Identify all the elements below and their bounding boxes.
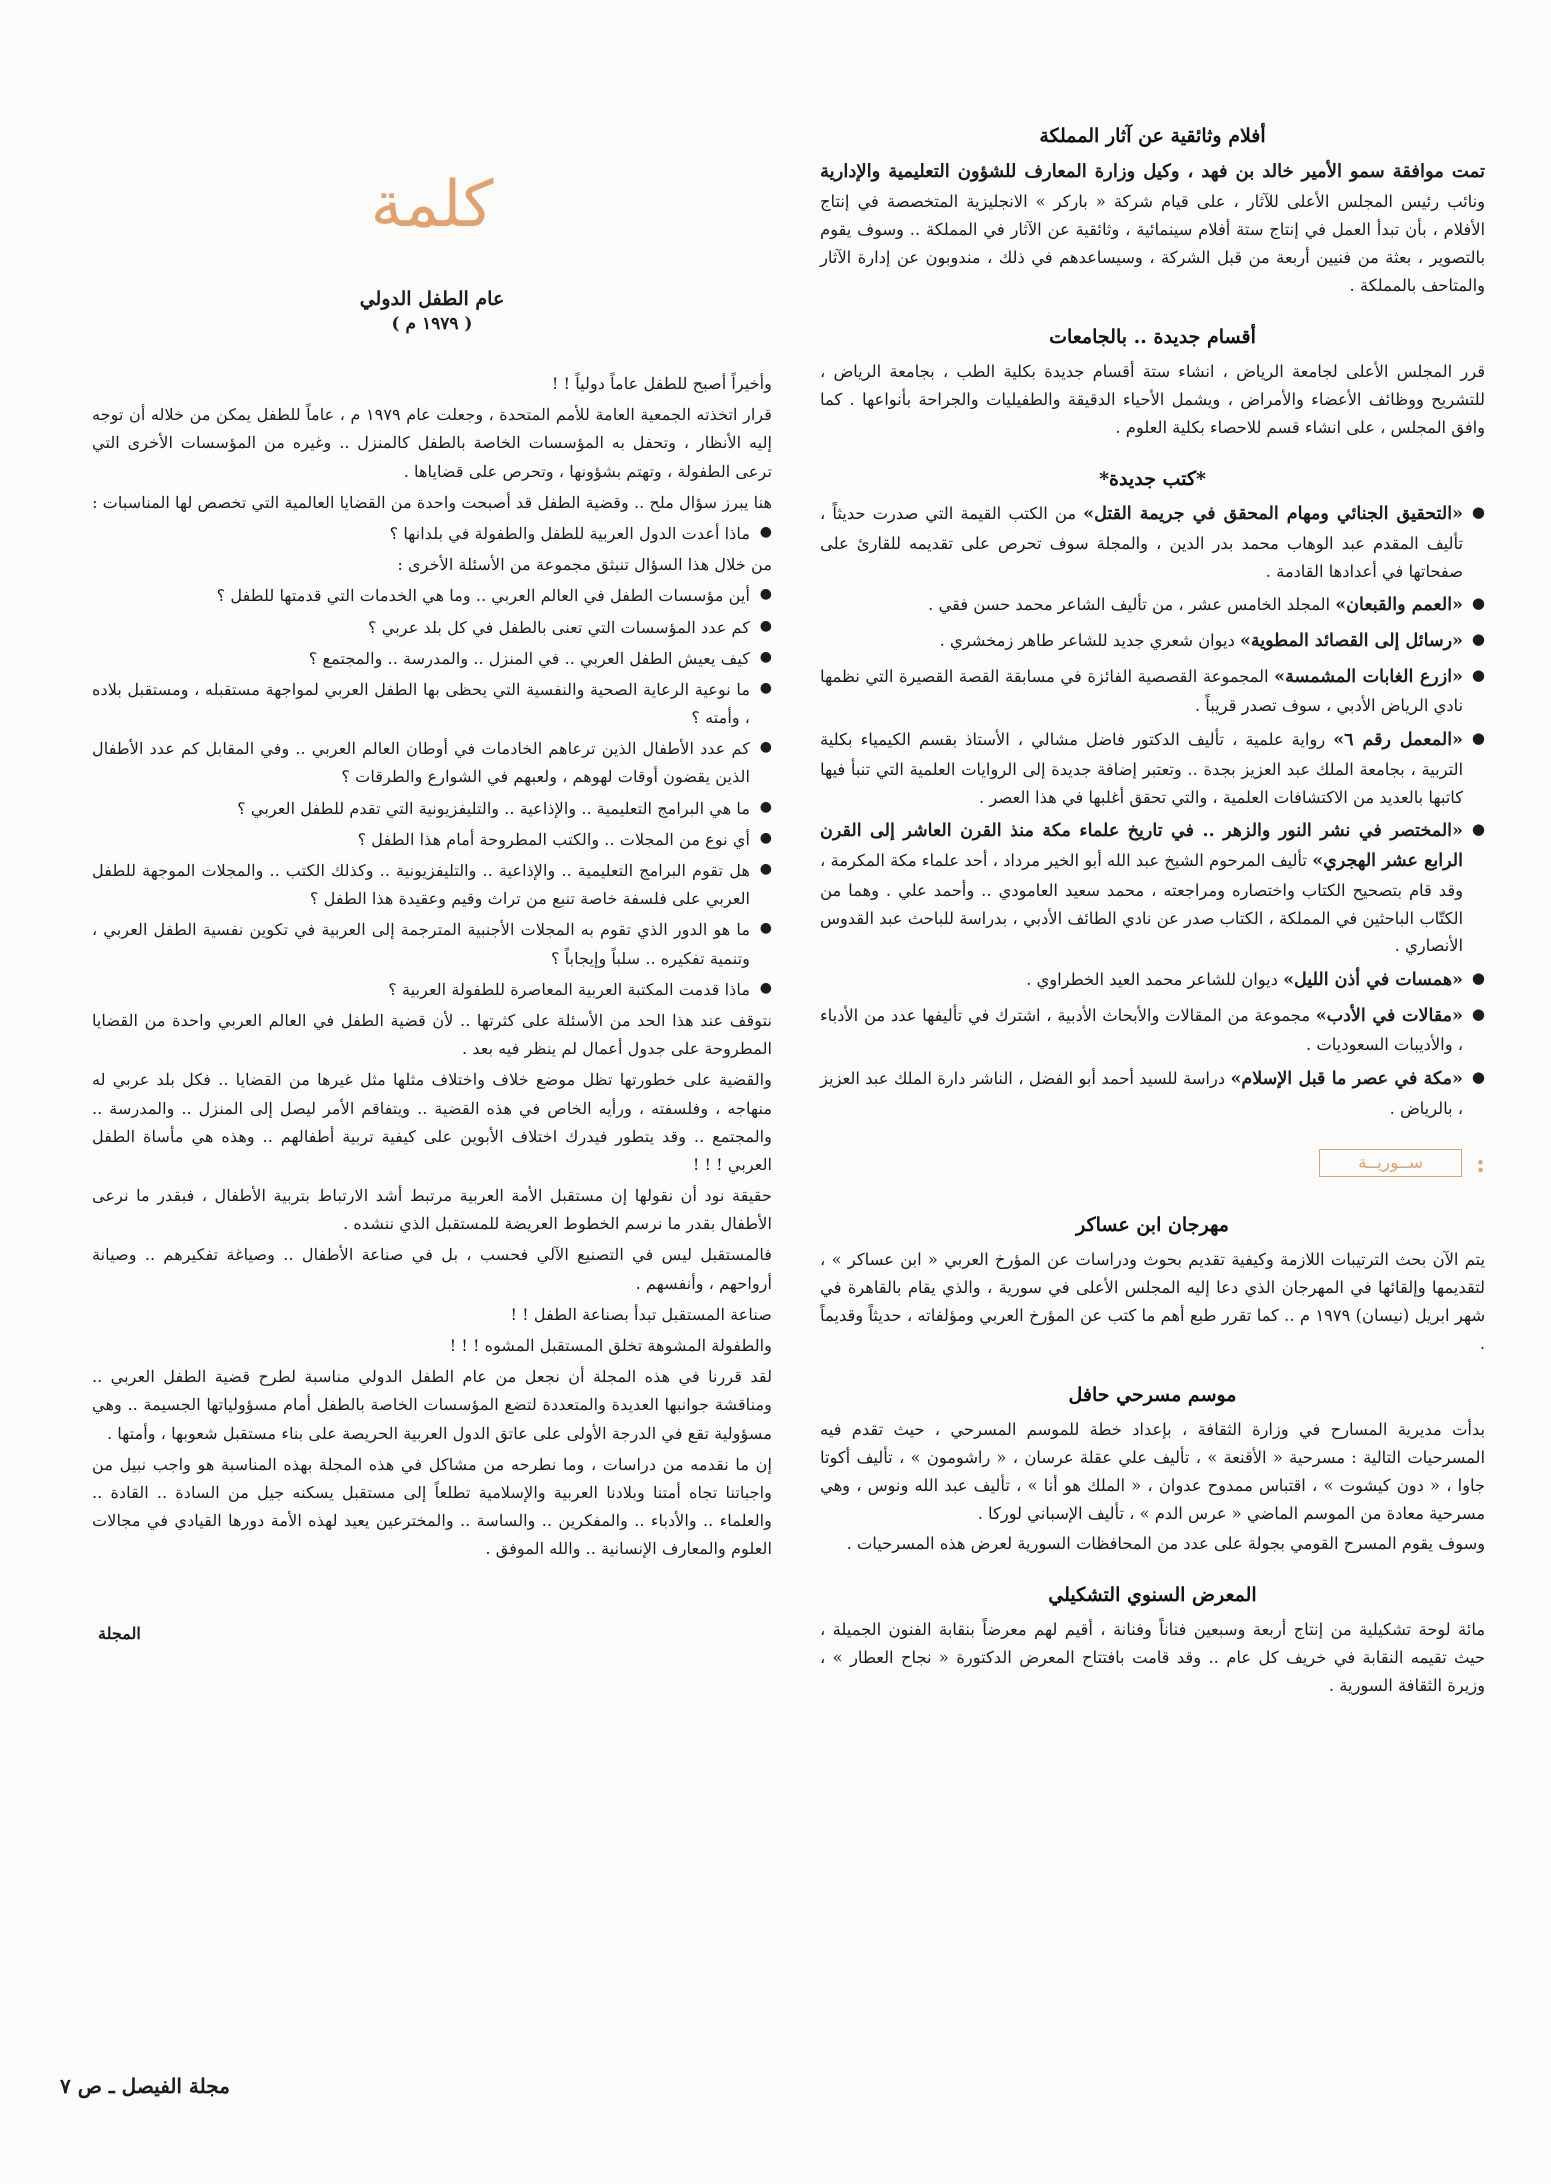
section-body-2: وسوف يقوم المسرح القومي بجولة على عدد من المحافظات السورية لعرض هذه المسرحيات . [846,1533,1485,1553]
question-item: ● كيف يعيش الطفل العربي .. في المنزل .. والمدرسة .. والمجتمع ؟ [92,645,772,673]
question-item: ● أي نوع من المجلات .. والكتب المطروحة أمام هذا الطفل ؟ [92,826,772,854]
section-title: أفلام وثائقية عن آثار المملكة [1039,125,1266,147]
book-item [820,1065,1485,1122]
question-item: ● ما هي البرامج التعليمية .. والإذاعية .. والتليفزيونية التي تقدم للطفل العربي ؟ [92,795,772,823]
book-item [820,1002,1485,1059]
paragraph: والطفولة المشوهة تخلق المستقبل المشوه ! ! ! [449,1336,772,1355]
paragraph: صناعة المستقبل تبدأ بصناعة الطفل ! ! [510,1304,772,1324]
syria-label: ســوريــة [1319,1149,1462,1177]
section-body [820,157,1485,300]
book-desc: المجموعة القصصية الفائزة في مسابقة القصة القصيرة التي نظمها نادي الرياض الأدبي ، سوف تصدر قريباً . [820,666,1463,716]
book-item [820,726,1485,811]
section-text: ونائب رئيس المجلس الأعلى للآثار ، على قيام شركة « باركر » الانجليزية المتخصصة في إنتاج الأفلام ، بأن تبدأ العمل في إنتاج ستة أفلام سينمائية ، وثائقية عن الآثار في المملكة .. وسوف يقوم بالتصوير ، بعثة من فنيين أربعة من قبل الشركة ، وسيساعدهم في ذلك ، مندوبون عن إدارة الآثار والمتاحف بالمملكة . [820,191,1485,295]
paragraph: لقد قررنا في هذه المجلة أن نجعل من عام الطفل الدولي مناسبة لطرح قضية الطفل العربي .. ومناقشة جوانبها العديدة والمتعددة لتضع المؤسسات الخاصة بالطفل أمام مسؤولياتها الجسيمة .. وهي مسؤولية تقع في الدرجة الأولى على عاتق الدول العربية الحريصة على بناء مستقبل شعوبها ، وأمتها . [92,1367,772,1443]
book-name: «المعمل رقم ٦» [1333,730,1463,751]
section-body: بدأت مديرية المسارح في وزارة الثقافة ، بإعداد خطة للموسم المسرحي ، حيث تقدم فيه المسرحيات التالية : مسرحية « الأقنعة » ، تأليف علي عقلة عرسان ، « راشومون » ، تأليف أكوتا جاوا ، « دون كيشوت » ، اقتباس ممدوح عدوان ، « الملك هو أنا » ، تأليف عبد الله ونوس ، وهي مسرحية معادة من الموسم الماضي « عرس الدم » ، تأليف الإسباني لوركا . [820,1419,1485,1523]
section-body: مائة لوحة تشكيلية من إنتاج أربعة وسبعين فناناً وفنانة ، أقيم لهم معرضاً بنقابة الفنون الجميلة ، حيث تقيمه النقابة في خريف كل عام .. وقد قامت بافتتاح المعرض الدكتورة « نجاح العطار » ، وزيرة الثقافة السورية . [820,1619,1485,1695]
section-title: *كتب جديدة* [1099,468,1206,491]
section-documentary-films [820,125,1485,300]
section-title: المعرض السنوي التشكيلي [1048,1583,1257,1606]
section-body: قرر المجلس الأعلى لجامعة الرياض ، انشاء ستة أقسام جديدة بكلية الطب ، بجامعة الرياض ، للتشريح ووظائف الأعضاء والأمراض ، ويشمل الأحياء الدقيقة والطفيليات والجراحة بأنواعها . كما وافق المجلس ، على انشاء قسم للاحصاء بكلية العلوم . [820,362,1485,438]
book-name: «مكة في عصر ما قبل الإسلام» [1230,1069,1463,1090]
section-annual-exhibition [820,1584,1485,1700]
book-name: «العمم والقبعان» [1335,595,1463,616]
book-item [820,817,1485,960]
book-name: «همسات في أذن الليل» [1283,969,1463,990]
section-lead: تمت موافقة سمو الأمير خالد بن فهد ، وكيل وزارة المعارف للشؤون التعليمية والإدارية [820,161,1485,182]
book-item [820,500,1485,585]
book-desc: مجموعة من المقالات والأبحاث الأدبية ، اشترك في تأليفها عدد من الأدباء ، والأديبات السعوديات . [820,1005,1463,1055]
editorial-title: عام الطفل الدولي [359,288,505,310]
book-name: «التحقيق الجنائي ومهام المحقق في جريمة القتل» [1083,504,1463,525]
colon-marker-icon: : [1476,1148,1485,1178]
book-name: «رسائل إلى القصائد المطوية» [1239,630,1463,651]
paragraph: فالمستقبل ليس في التصنيع الآلي فحسب ، بل في صناعة الأطفال .. وصياغة تفكيرهم .. وصيانة أرواحهم ، وأنفسهم . [92,1245,772,1293]
paragraph: إن ما نقدمه من دراسات ، وما نطرحه من مشاكل في هذه المجلة بهذه المناسبة هو واجب نبيل من واجباتنا تجاه أمتنا وبلادنا العربية والإسلامية تطلعاً إلى مستقبل يسكنه جيل من السادة .. القادة .. والعلماء .. والأدباء .. والمفكرين .. والساسة .. والمخترعين يعيد لهذه الأمة دورها القيادي في مجالات العلوم والمعارف الإنسانية .. والله الموفق . [92,1454,772,1559]
section-title: مهرجان ابن عساكر [1076,1213,1229,1236]
paragraph: حقيقة نود أن نقولها إن مستقبل الأمة العربية مرتبط أشد الارتباط بتربية الأطفال ، فبقدر ما نرعى الأطفال بقدر ما نرسم الخطوط العريضة للمستقبل الذي ننشده . [92,1186,772,1234]
book-desc: تأليف المرحوم الشيخ عبد الله أبو الخير مرداد ، أحد علماء مكة المكرمة ، وقد قام بتصحيح الكتاب واختصاره ومراجعته ، محمد سعيد العامودي .. وأحمد علي . وهما من الكتّاب الباحثين في المملكة ، الكتاب صدر عن نادي الطائف الأدبي ، بدراسة للباحث عبد القدوس الأنصاري . [820,851,1463,956]
book-item [820,663,1485,720]
editorial-signature: المجلة [98,1623,141,1643]
section-theatre-season [820,1384,1485,1558]
editorial-subtitle: ( ١٩٧٩ م ) [391,314,473,334]
question-item: ● كم عدد المؤسسات التي تعنى بالطفل في كل بلد عربي ؟ [92,614,772,642]
book-name: «المختصر في نشر النور والزهر .. في تاريخ علماء مكة منذ القرن العاشر إلى القرن الرابع عشر الهجري» [820,821,1464,872]
question-item: ● أين مؤسسات الطفل في العالم العربي .. وما هي الخدمات التي قدمتها للطفل ؟ [92,582,772,610]
paragraph: والقضية على خطورتها تظل موضع خلاف واختلاف مثلها مثل غيرها من القضايا .. فكل بلد عربي له منهاجه ، وفلسفته ، ورأيه الخاص في هذه القضية .. ويتفاقم الأمر ليصل إلى المنزل .. والمدرسة .. والمجتمع .. وقد يتطور فيدرك اختلاف الأبوين على كيفية تربية أطفالهم .. وهذه هي مأساة الطفل العربي ! ! ! [92,1070,772,1174]
paragraph: من خلال هذا السؤال تنبثق مجموعة من الأسئلة الأخرى : [397,555,772,575]
section-ibn-asakir-festival [820,1214,1485,1358]
editorial-logo: كلمة [370,168,494,242]
paragraph: نتوقف عند هذا الحد من الأسئلة على كثرتها .. لأن قضية الطفل في العالم العربي واحدة من القضايا المطروحة على جدول أعمال لم ينظر فيه بعد . [92,1010,772,1059]
book-name: «ازرع الغابات المشمسة» [1274,666,1463,687]
book-item [820,627,1485,657]
paragraph: قرار اتخذته الجمعية العامة للأمم المتحدة ، وجعلت عام ١٩٧٩ م ، عاماً للطفل يمكن من خلاله أن توجه إليه الأنظار ، وتحفل به المؤسسات الخاصة بالطفل كالمنزل .. وغيره من المؤسسات الأخرى التي ترعى الطفولة ، وتهتم بشؤونها ، وتحرص على قضاياها . [92,405,772,481]
section-new-books [820,468,1485,1123]
page-footer: مجلة الفيصل ـ ص ٧ [60,2074,230,2098]
question-item: ● ما نوعية الرعاية الصحية والنفسية التي يحظى بها الطفل العربي لمواجهة مستقبله ، ومستقبل بلاده ، وأمته ؟ [92,676,772,732]
question-item: ● ما هو الدور الذي تقوم به المجلات الأجنبية المترجمة إلى العربية في تكوين نفسية الطفل العربي ، وتنمية تفكيره .. سلباً وإيجاباً ؟ [92,916,772,972]
paragraph: وأخيراً أصبح للطفل عاماً دولياً ! ! [551,374,772,393]
question-item: ● ماذا قدمت المكتبة العربية المعاصرة للطفولة العربية ؟ [92,976,772,1004]
book-desc: ديوان شعري جديد للشاعر طاهر زمخشري . [939,630,1240,650]
book-desc: ديوان للشاعر محمد العيد الخطراوي . [1026,969,1284,989]
editorial-column [92,160,772,1643]
question-item: ● هل تقوم البرامج التعليمية .. والإذاعية .. والتليفزيونية .. وكذلك الكتب .. والمجلات الموجهة للطفل العربي على فلسفة خاصة تنبع من تراث وقيم وعقيدة هذا الطفل ؟ [92,857,772,913]
section-title: موسم مسرحي حافل [1068,1383,1237,1406]
paragraph: هنا يبرز سؤال ملح .. وقضية الطفل قد أصبحت واحدة من القضايا العالمية التي تخصص لها المناسبات : [92,492,772,512]
book-desc: دراسة للسيد أحمد أبو الفضل ، الناشر دارة الملك عبد العزيز ، بالرياض . [820,1069,1463,1118]
book-name: «مقالات في الأدب» [1315,1005,1463,1026]
syria-heading [820,1149,1485,1178]
book-desc: من الكتب القيمة التي صدرت حديثاً ، تأليف المقدم عبد الوهاب محمد بدر الدين ، والمجلة سوف تحرص على تقديمه للقارئ على صفحاتها في أعدادها القادمة . [820,504,1463,581]
section-body: يتم الآن بحث الترتيبات اللازمة وكيفية تقديم بحوث ودراسات عن المؤرخ العربي « ابن عساكر » ، لتقديمها وإلقائها في المهرجان الذي دعا إليه المجلس الأعلى في سورية ، والذي يقام بالقاهرة في شهر ابريل (نيسان) ١٩٧٩ م .. كما تقرر طبع أهم ما كتب عن المؤرخ العربي ومؤلفاته ، حديثاً وقديماً . [820,1249,1485,1353]
book-item [820,966,1485,996]
question-item: ● ماذا أعدت الدول العربية للطفل والطفولة في بلدانها ؟ [92,520,772,548]
book-desc: رواية علمية ، تأليف الدكتور فاضل مشالي ، الأستاذ بقسم الكيمياء بكلية التربية ، بجامعة الملك عبد العزيز بجدة .. وتعتبر إضافة جديدة إلى الروايات العلمية التي تنبأ فيها كاتبها بالعديد من الاكتشافات العلمية ، والتي تحقق أغلبها في هذا العصر . [820,730,1463,807]
news-column [820,125,1485,1726]
book-desc: المجلد الخامس عشر ، من تأليف الشاعر محمد حسن فقي . [928,595,1336,615]
question-item: ● كم عدد الأطفال الذين ترعاهم الخادمات في أوطان العالم العربي .. وفي المقابل كم عدد الأطفال الذين يقضون أوقات لهوهم ، ولعبهم في الشوارع والطرقات ؟ [92,735,772,791]
section-title: أقسام جديدة .. بالجامعات [1049,326,1256,349]
book-item [820,591,1485,621]
section-new-departments [820,326,1485,442]
